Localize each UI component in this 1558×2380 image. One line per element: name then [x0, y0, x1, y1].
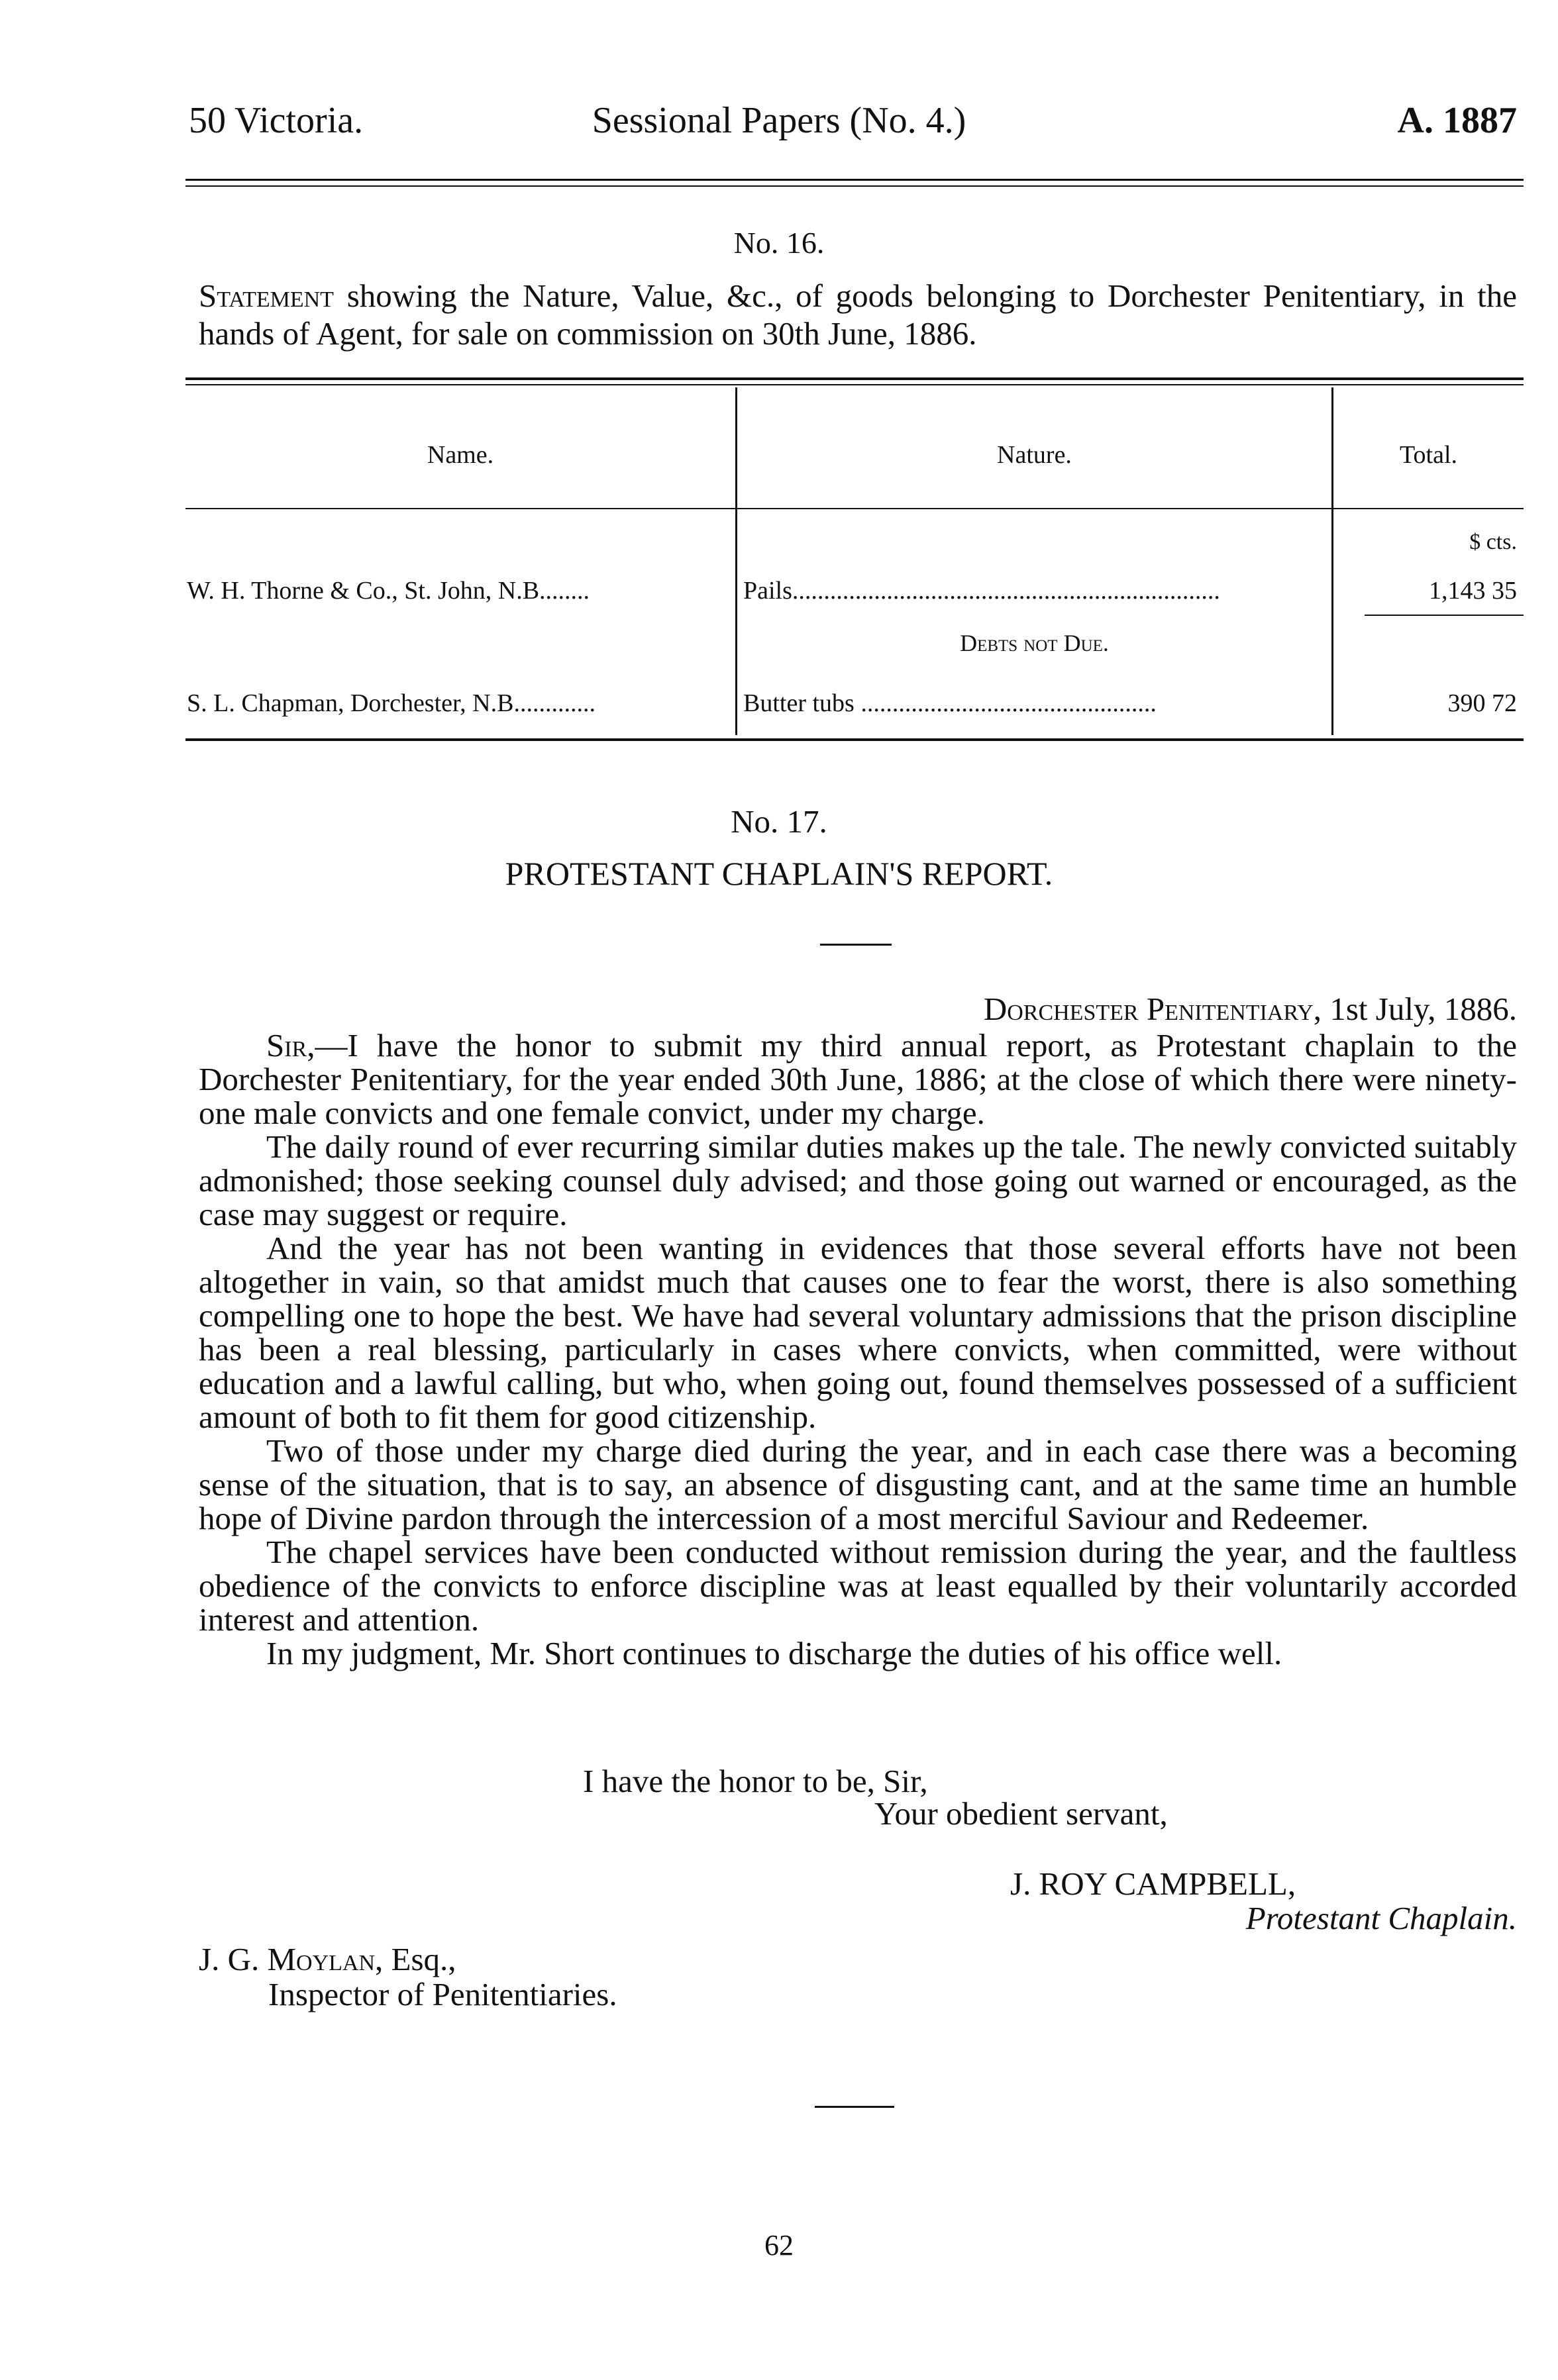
report-body [199, 1028, 1517, 1670]
addressee-suffix: Esq., [391, 1941, 456, 1977]
salutation: Sir, [266, 1027, 315, 1064]
table-cell-nature: Butter tubs ............................................... [743, 689, 1157, 717]
table-cell-nature: Pails.................................................................... [743, 577, 1220, 605]
table-bottom-rule [185, 738, 1524, 741]
table-top-rule [185, 377, 1524, 380]
paragraph: The daily round of ever recurring similar duties makes up the tale. The newly convicted suitably admonished; those seeking counsel duly advised; and those going out warned or encouraged, as the case may suggest or require. [199, 1128, 1517, 1232]
closing-line-1: I have the honor to be, Sir, [583, 1763, 928, 1799]
table-divider-1 [735, 387, 737, 735]
paragraph: And the year has not been wanting in evidences that those several efforts have not been altogether in vain, so that amidst much that causes one to fear the worst, there is also something compelling one to hope the best. We have had several voluntary admissions that the prison discipline has been a real blessing, particularly in cases where convicts, when committed, were without education and a lawful calling, but who, when going out, found themselves possessed of a sufficient amount of both to fit them for good citizenship. [199, 1230, 1517, 1435]
report-number: No. 17. [731, 803, 827, 840]
table-cell-name: W. H. Thorne & Co., St. John, N.B........ [187, 577, 590, 605]
header-row-rule [185, 508, 1524, 509]
paragraph: The chapel services have been conducted without remission during the year, and the faultless obedience of the convicts to enforce discipline was at least equalled by their voluntarily accorded interest and attention. [199, 1534, 1517, 1638]
paragraph: Two of those under my charge died during the year, and in each case there was a becoming sense of the situation, that is to say, an absence of disgusting cant, and at the same time an humble hope of Divine pardon through the intercession of a most merciful Saviour and Redeemer. [199, 1432, 1517, 1536]
table-top-rule-thin [185, 384, 1524, 385]
running-header-left: 50 Victoria. [189, 100, 364, 141]
signer-title: Protestant Chaplain. [1245, 1900, 1517, 1936]
paragraph-text: —I have the honor to submit my third annual report, as Protestant chaplain to the Dorchester Penitentiary, for the year ended 30th June, 1886; at the close of which there were ninety-one male convicts and one female convict, under my charge. [199, 1027, 1517, 1131]
statement-number: No. 16. [733, 226, 825, 260]
page-number: 62 [764, 2229, 794, 2261]
statement-caption [199, 277, 1517, 352]
currency-units: $ cts. [1469, 530, 1517, 554]
section-label: Debts not Due. [960, 630, 1109, 656]
running-header-right: A. 1887 [1397, 100, 1517, 141]
report-title: PROTESTANT CHAPLAIN'S REPORT. [505, 855, 1053, 892]
column-header-total: Total. [1399, 441, 1458, 469]
signer-name: J. ROY CAMPBELL, [1010, 1865, 1296, 1902]
dateline [984, 990, 1517, 1028]
statement-lead: Statement [199, 277, 334, 314]
running-header-center: Sessional Papers (No. 4.) [592, 100, 966, 141]
total-underline [1365, 615, 1524, 616]
column-header-name: Name. [427, 441, 494, 469]
paragraph [199, 1028, 1517, 1130]
table-divider-2 [1331, 387, 1333, 735]
statement-text: showing the Nature, Value, &c., of goods belonging to Dorchester Penitentiary, in the hands of Agent, for sale on commission on 30th June, 1886. [199, 277, 1517, 352]
addressee-surname: J. G. Moylan, [199, 1941, 384, 1977]
table-cell-total: 1,143 35 [1429, 577, 1517, 605]
header-rule [185, 179, 1524, 181]
dateline-place: Dorchester Penitentiary, [983, 991, 1322, 1027]
addressee-name [199, 1942, 456, 1977]
column-header-nature: Nature. [997, 441, 1072, 469]
table-cell-total: 390 72 [1447, 689, 1517, 717]
header-rule-thin [185, 185, 1524, 187]
title-rule [820, 944, 892, 946]
paragraph: In my judgment, Mr. Short continues to discharge the duties of his office well. [266, 1635, 1282, 1671]
table-cell-name: S. L. Chapman, Dorchester, N.B............. [187, 689, 596, 717]
dateline-date: 1st July, 1886. [1329, 991, 1517, 1027]
addressee-title: Inspector of Penitentiaries. [268, 1976, 617, 2012]
closing-line-2: Your obedient servant, [874, 1795, 1168, 1832]
closing-rule [815, 2106, 894, 2108]
